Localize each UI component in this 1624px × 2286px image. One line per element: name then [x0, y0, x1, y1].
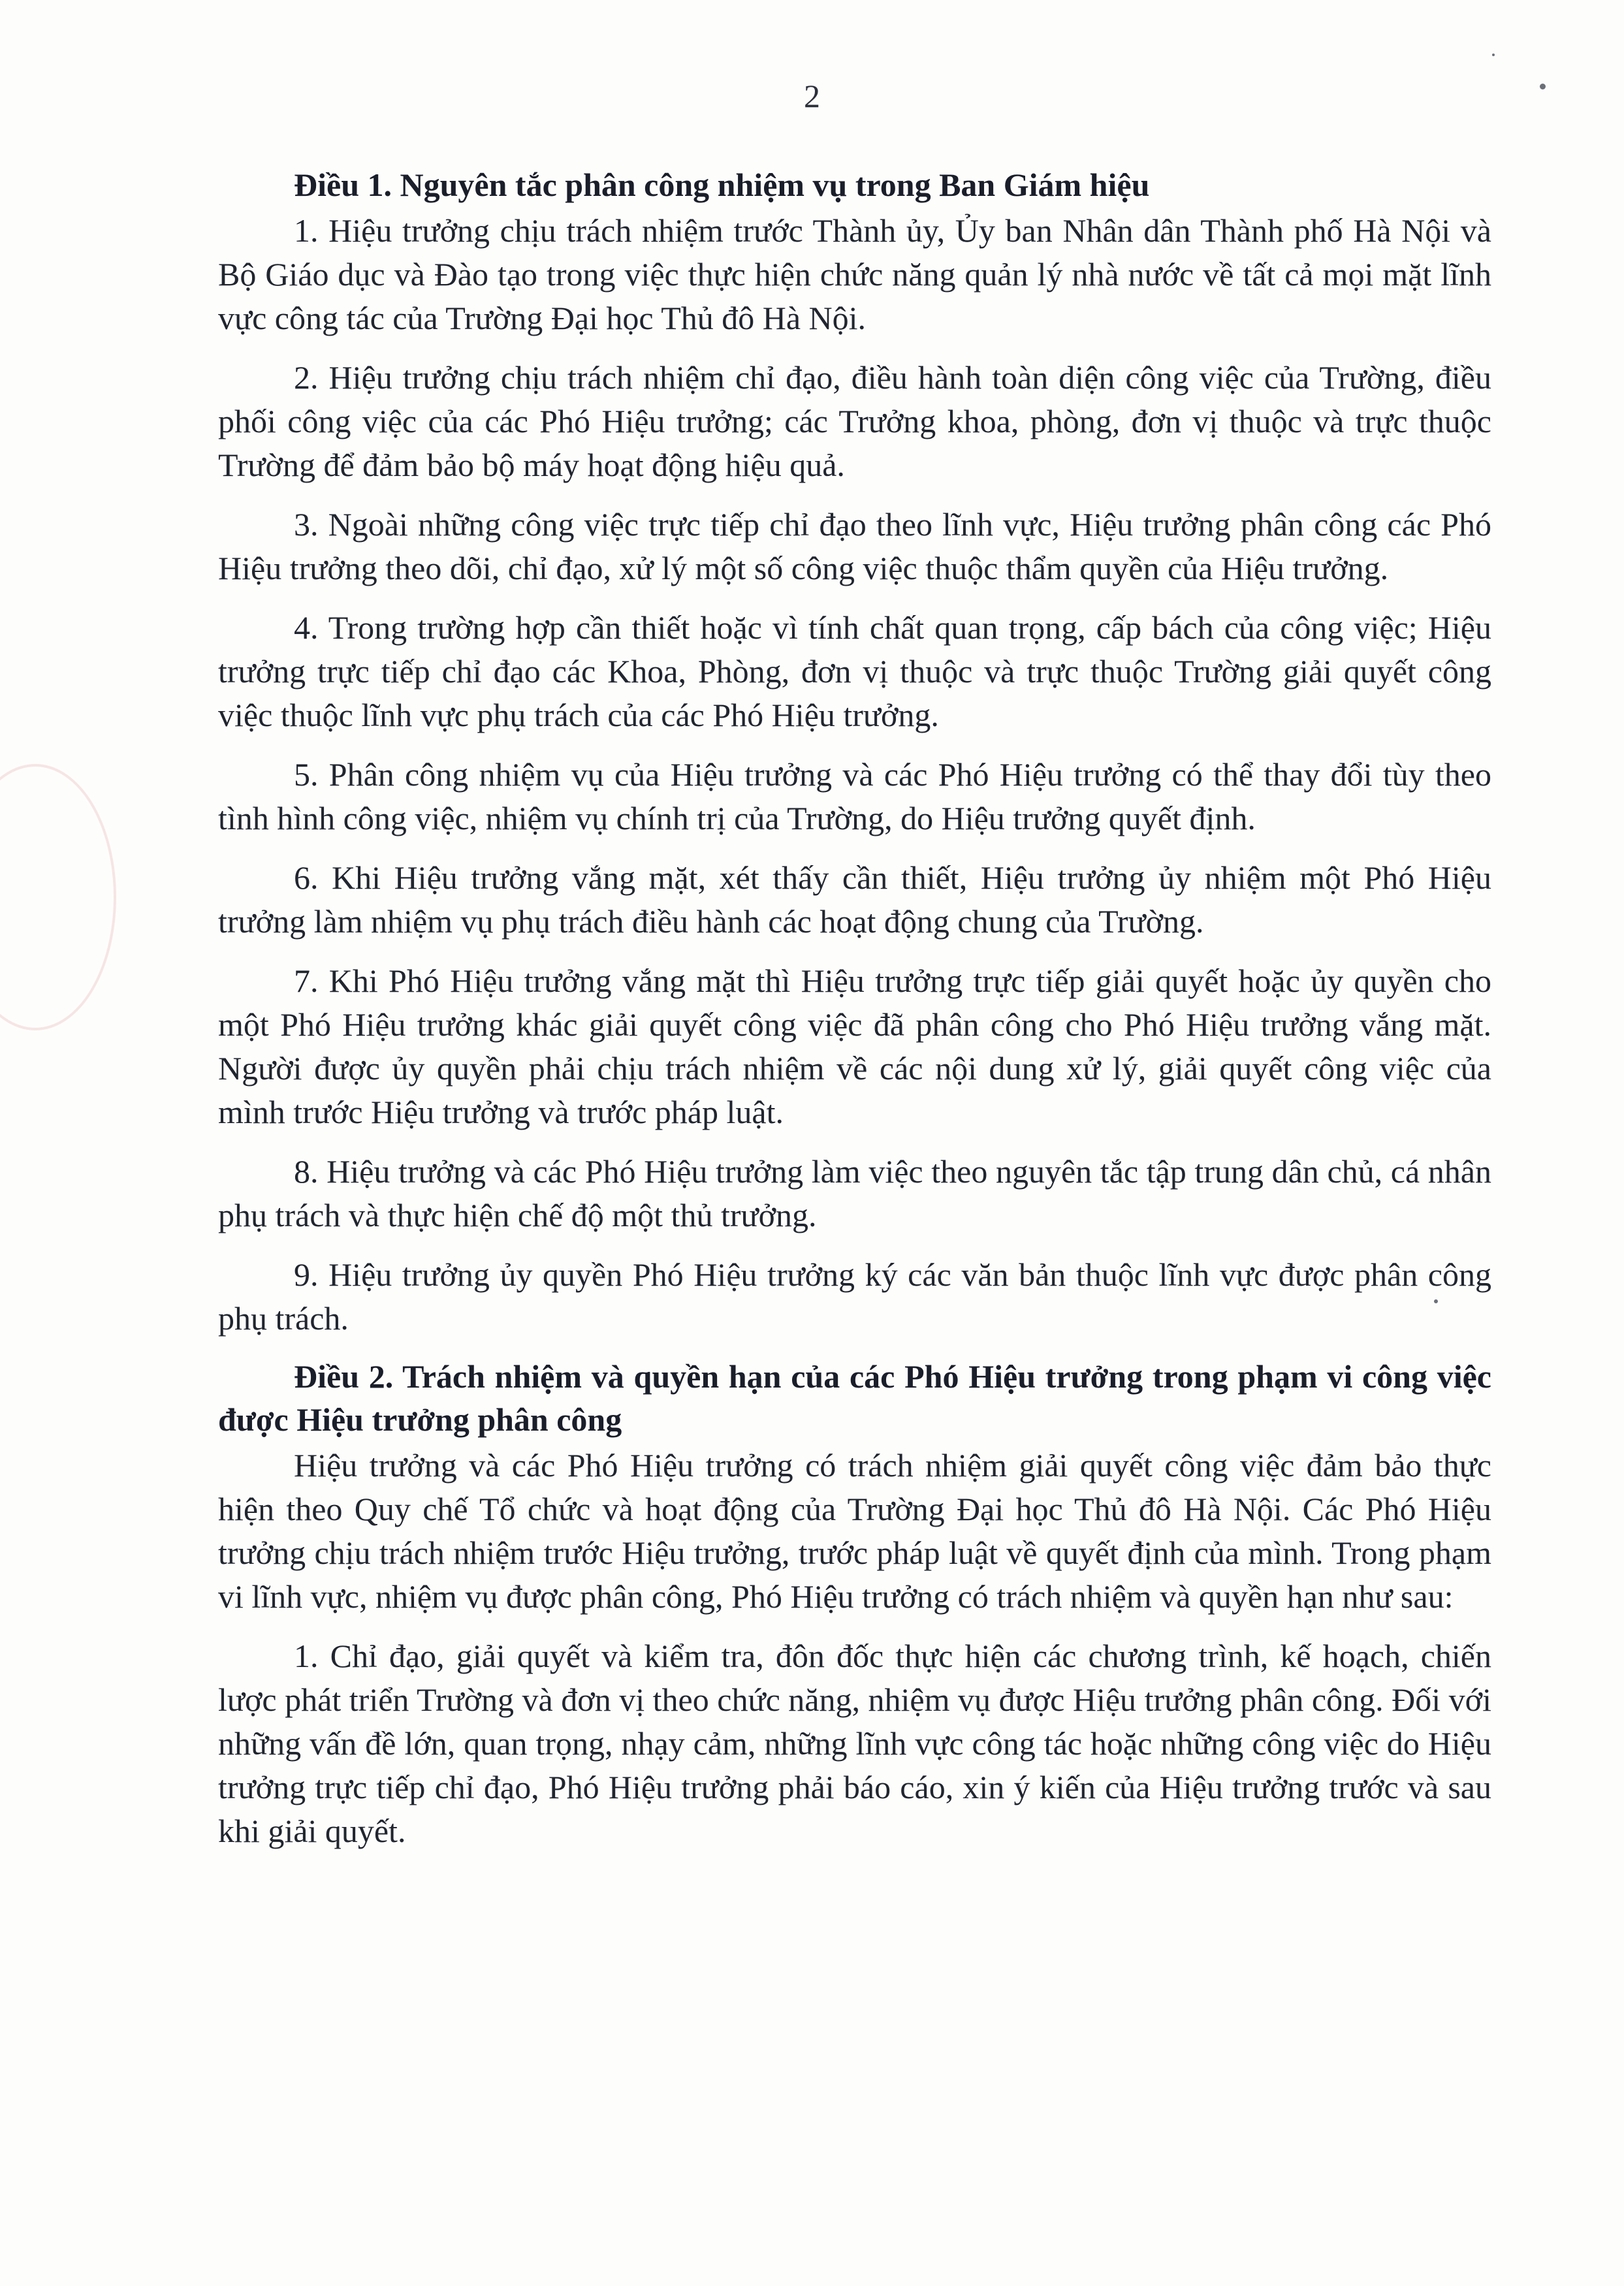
article-2-clause-1: 1. Chỉ đạo, giải quyết và kiểm tra, đôn đốc thực hiện các chương trình, kế hoạch, chiến lược phát triển Trường và đơn vị theo chức năng, nhiệm vụ được Hiệu trưởng phân công. Đối với những vấn đề lớn, quan trọng, nhạy cảm, những lĩnh vực công tác hoặc những công việc do Hiệu trưởng trực tiếp chỉ đạo, Phó Hiệu trưởng phải báo cáo, xin ý kiến của Hiệu trưởng trước và sau khi giải quyết.	[218, 1638, 1491, 1849]
article-1-clause-3: 3. Ngoài những công việc trực tiếp chỉ đạo theo lĩnh vực, Hiệu trưởng phân công các Phó Hiệu trưởng theo dõi, chỉ đạo, xử lý một số công việc thuộc thẩm quyền của Hiệu trưởng.	[218, 506, 1491, 586]
article-1-clause-6: 6. Khi Hiệu trưởng vắng mặt, xét thấy cần thiết, Hiệu trưởng ủy nhiệm một Phó Hiệu trưởng làm nhiệm vụ phụ trách điều hành các hoạt động chung của Trường.	[218, 859, 1491, 940]
scan-speck	[1492, 54, 1495, 56]
article-1-clause-5: 5. Phân công nhiệm vụ của Hiệu trưởng và các Phó Hiệu trưởng có thể thay đổi tùy theo tình hình công việc, nhiệm vụ chính trị của Trường, do Hiệu trưởng quyết định.	[218, 756, 1491, 836]
article-1-heading: Điều 1. Nguyên tắc phân công nhiệm vụ trong Ban Giám hiệu	[294, 167, 1150, 203]
article-1-clause-9: 9. Hiệu trưởng ủy quyền Phó Hiệu trưởng ký các văn bản thuộc lĩnh vực được phân công phụ trách.	[218, 1256, 1491, 1337]
page-number: 2	[804, 78, 820, 114]
article-2-intro: Hiệu trưởng và các Phó Hiệu trưởng có trách nhiệm giải quyết công việc đảm bảo thực hiện theo Quy chế Tổ chức và hoạt động của Trường Đại học Thủ đô Hà Nội. Các Phó Hiệu trưởng chịu trách nhiệm trước Hiệu trưởng, trước pháp luật về quyết định của mình. Trong phạm vi lĩnh vực, nhiệm vụ được phân công, Phó Hiệu trưởng có trách nhiệm và quyền hạn như sau:	[218, 1447, 1491, 1615]
article-1-clause-8: 8. Hiệu trưởng và các Phó Hiệu trưởng làm việc theo nguyên tắc tập trung dân chủ, cá nhân phụ trách và thực hiện chế độ một thủ trưởng.	[218, 1153, 1491, 1233]
article-1-clause-4: 4. Trong trường hợp cần thiết hoặc vì tính chất quan trọng, cấp bách của công việc; Hiệu trưởng trực tiếp chỉ đạo các Khoa, Phòng, đơn vị thuộc và trực thuộc Trường giải quyết công việc thuộc lĩnh vực phụ trách của các Phó Hiệu trưởng.	[218, 609, 1491, 733]
document-body	[218, 163, 1491, 1869]
article-1-clause-7: 7. Khi Phó Hiệu trưởng vắng mặt thì Hiệu trưởng trực tiếp giải quyết hoặc ủy quyền cho một Phó Hiệu trưởng khác giải quyết công việc đã phân công cho Phó Hiệu trưởng vắng mặt. Người được ủy quyền phải chịu trách nhiệm về các nội dung xử lý, giải quyết công việc của mình trước Hiệu trưởng và trước pháp luật.	[218, 962, 1491, 1130]
article-2-heading: Điều 2. Trách nhiệm và quyền hạn của các Phó Hiệu trưởng trong phạm vi công việc được Hiệu trưởng phân công	[218, 1358, 1491, 1438]
faded-stamp-mark	[0, 764, 116, 1030]
article-1-clause-1: 1. Hiệu trưởng chịu trách nhiệm trước Thành ủy, Ủy ban Nhân dân Thành phố Hà Nội và Bộ Giáo dục và Đào tạo trong việc thực hiện chức năng quản lý nhà nước về tất cả mọi mặt lĩnh vực công tác của Trường Đại học Thủ đô Hà Nội.	[218, 212, 1491, 336]
article-1-clause-2: 2. Hiệu trưởng chịu trách nhiệm chỉ đạo, điều hành toàn diện công việc của Trường, điều phối công việc của các Phó Hiệu trưởng; các Trưởng khoa, phòng, đơn vị thuộc và trực thuộc Trường để đảm bảo bộ máy hoạt động hiệu quả.	[218, 359, 1491, 483]
